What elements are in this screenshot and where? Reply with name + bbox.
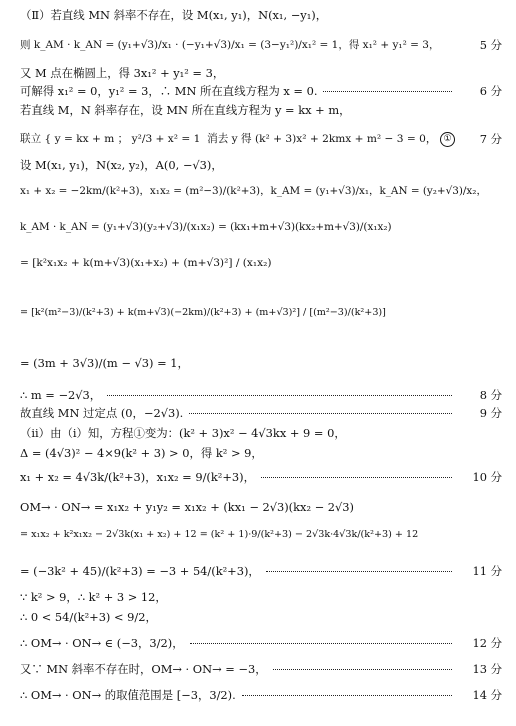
line-text: = (3m + 3√3)/(m − √3) = 1， [20, 356, 189, 370]
dotted-leader [273, 669, 452, 670]
solution-line [0, 38, 516, 58]
solution-line [0, 306, 516, 326]
solution-line [0, 406, 516, 426]
solution-line [0, 66, 516, 86]
score-label: 10 分 [472, 470, 502, 484]
dotted-leader [266, 571, 452, 572]
score-label: 7 分 [479, 132, 502, 146]
line-text: 可解得 x₁² = 0，y₁² = 3，∴ MN 所在直线方程为 x = 0. [20, 84, 318, 98]
solution-line [0, 636, 516, 656]
dotted-leader [189, 413, 452, 414]
line-text: 设 M(x₁, y₁)，N(x₂, y₂)，A(0, −√3)， [20, 158, 223, 172]
score-label: 13 分 [472, 662, 502, 676]
score-label: 5 分 [479, 38, 502, 52]
solution-line [0, 446, 516, 466]
solution-line [0, 103, 516, 123]
solution-line [0, 184, 516, 204]
line-text: 则 k_AM · k_AN = (y₁+√3)/x₁ · (−y₁+√3)/x₁ = (3−y₁²)/x₁² = 1，得 x₁² + y₁² = 3， [20, 39, 440, 51]
score-label: 6 分 [479, 84, 502, 98]
solution-line [0, 124, 516, 156]
line-text: Δ = (4√3)² − 4×9(k² + 3) > 0，得 k² > 9， [20, 446, 263, 460]
dotted-leader [261, 477, 452, 478]
line-text: x₁ + x₂ = −2km/(k²+3)，x₁x₂ = (m²−3)/(k²+3)，k_AM = (y₁+√3)/x₁，k_AN = (y₂+√3)/x₂， [20, 185, 487, 197]
line-text: = x₁x₂ + k²x₁x₂ − 2√3k(x₁ + x₂) + 12 = (k² + 1)·9/(k²+3) − 2√3k·4√3k/(k²+3) + 12 [20, 529, 419, 540]
line-text: ∵ k² > 9，∴ k² + 3 > 12， [20, 590, 167, 604]
line-text: 联立 { y = kx + m ； y²/3 + x² = 1 消去 y 得 (k² + 3)x² + 2kmx + m² − 3 = 0， [20, 133, 437, 145]
solution-line [0, 220, 516, 240]
solution-line [0, 662, 516, 682]
solution-line [0, 564, 516, 584]
dotted-leader [242, 695, 452, 696]
line-text: 若直线 M，N 斜率存在，设 MN 所在直线方程为 y = kx + m， [20, 103, 351, 117]
score-label: 9 分 [479, 406, 502, 420]
line-text: 又∵ MN 斜率不存在时，OM→ · ON→ = −3， [20, 662, 267, 676]
score-label: 8 分 [479, 388, 502, 402]
solution-line [0, 8, 516, 28]
dotted-leader [190, 643, 452, 644]
solution-line [0, 84, 516, 104]
solution-line [0, 528, 516, 548]
line-text: OM→ · ON→ = x₁x₂ + y₁y₂ = x₁x₂ + (kx₁ − 2√3)(kx₂ − 2√3) [20, 500, 354, 514]
line-text: ∴ OM→ · ON→ 的取值范围是 [−3，3/2). [20, 688, 236, 702]
solution-line [0, 500, 516, 520]
dotted-leader [107, 395, 452, 396]
line-text: （Ⅱ）若直线 MN 斜率不存在，设 M(x₁, y₁)，N(x₁, −y₁)， [20, 8, 328, 22]
solution-line [0, 256, 516, 276]
line-text: = [k²x₁x₂ + k(m+√3)(x₁+x₂) + (m+√3)²] / (x₁x₂) [20, 257, 272, 269]
line-text: ∴ OM→ · ON→ ∈ (−3，3/2)， [20, 636, 184, 650]
solution-line [0, 158, 516, 178]
line-text: = [k²(m²−3)/(k²+3) + k(m+√3)(−2km)/(k²+3) + (m+√3)²] / [(m²−3)/(k²+3)] [20, 307, 386, 318]
line-text: ∴ m = −2√3， [20, 388, 102, 402]
solution-line [0, 426, 516, 446]
score-label: 11 分 [472, 564, 502, 578]
score-label: 12 分 [472, 636, 502, 650]
solution-line [0, 388, 516, 408]
line-text: （ii）由（i）知，方程①变为：(k² + 3)x² − 4√3kx + 9 = 0， [20, 426, 346, 440]
equation-reference-mark: ① [440, 132, 455, 147]
line-text: 故直线 MN 过定点 (0，−2√3). [20, 406, 184, 420]
score-label: 14 分 [472, 688, 502, 702]
line-text: ∴ 0 < 54/(k²+3) < 9/2， [20, 610, 157, 624]
solution-line [0, 610, 516, 630]
solution-line [0, 688, 516, 708]
line-text: = (−3k² + 45)/(k²+3) = −3 + 54/(k²+3)， [20, 564, 260, 578]
solution-line [0, 356, 516, 376]
line-text: k_AM · k_AN = (y₁+√3)(y₂+√3)/(x₁x₂) = (kx₁+m+√3)(kx₂+m+√3)/(x₁x₂) [20, 221, 392, 233]
solution-line [0, 590, 516, 610]
line-text: 又 M 点在椭圆上，得 3x₁² + y₁² = 3， [20, 66, 225, 80]
dotted-leader [323, 91, 452, 92]
solution-line [0, 470, 516, 490]
line-text: x₁ + x₂ = 4√3k/(k²+3)，x₁x₂ = 9/(k²+3)， [20, 470, 255, 484]
